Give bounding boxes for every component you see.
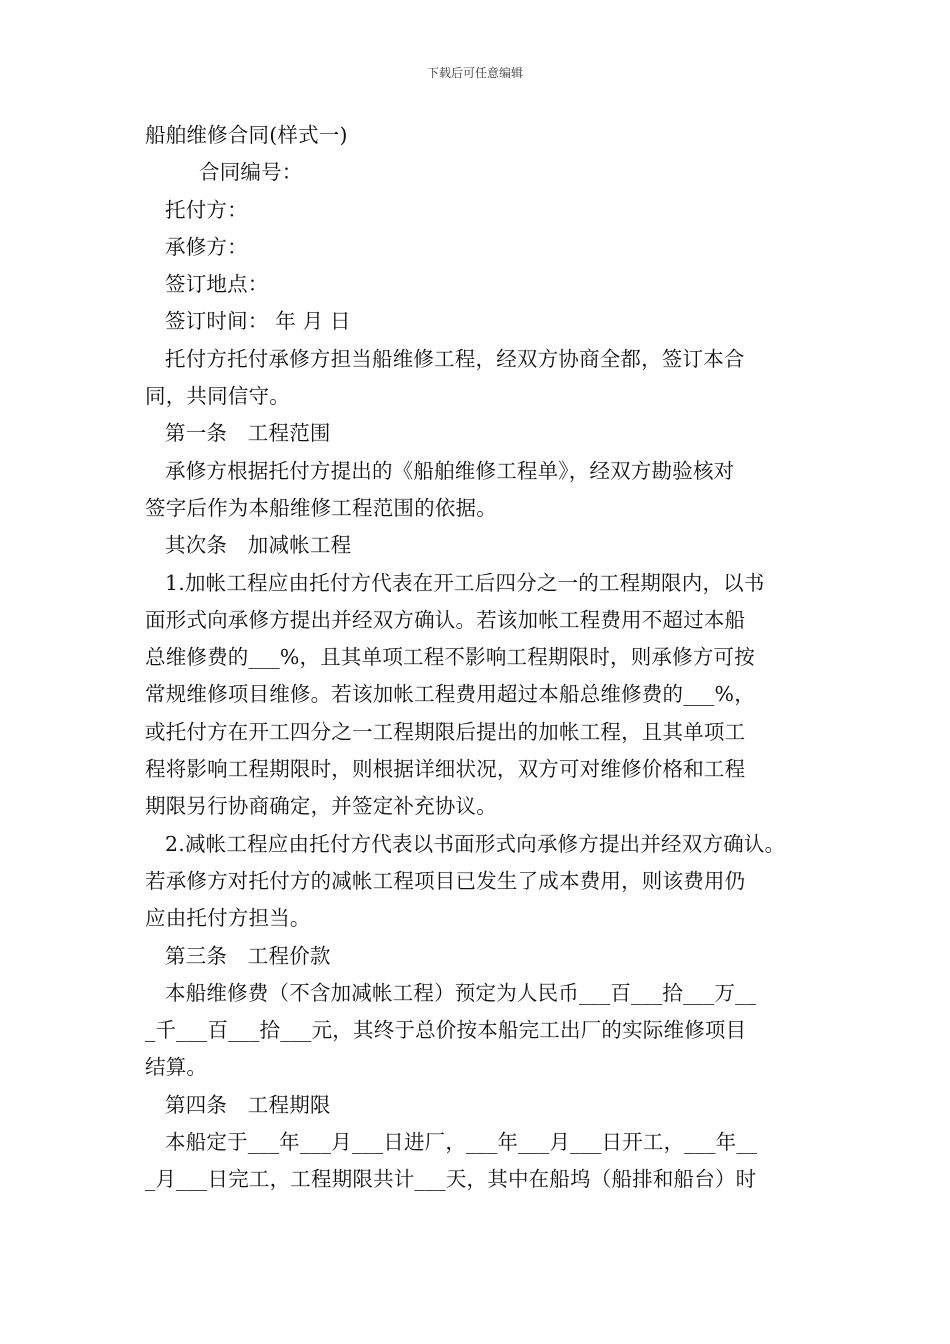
paragraph-line: 若承修方对托付方的减帐工程项目已发生了成本费用，则该费用仍 [145, 868, 746, 893]
paragraph-line: 2.减帐工程应由托付方代表以书面形式向承修方提出并经双方确认。 [165, 831, 786, 856]
client-label: 托付方： [165, 197, 248, 222]
signing-date-label: 签订时间： 年 月 日 [165, 309, 351, 334]
paragraph-line: 结算。 [145, 1055, 208, 1080]
paragraph-line: 应由托付方担当。 [145, 906, 311, 931]
paragraph-line: 签字后作为本船维修工程范围的依据。 [145, 495, 497, 520]
paragraph-line: 面形式向承修方提出并经双方确认。若该加帐工程费用不超过本船 [145, 607, 746, 632]
paragraph-line: 本船定于___年___月___日进厂，___年___月___日开工，___年__ [165, 1130, 758, 1155]
preamble-line: 托付方托付承修方担当船维修工程，经双方协商全都，签订本合 [165, 346, 745, 371]
paragraph-line: 本船维修费（不含加减帐工程）预定为人民币___百___拾___万__ [165, 980, 757, 1005]
paragraph-line: 总维修费的___%，且其单项工程不影响工程期限时，则承修方可按 [145, 645, 755, 670]
signing-place-label: 签订地点： [165, 272, 269, 297]
article-heading: 第一条 工程范围 [165, 421, 331, 446]
paragraph-line: 承修方根据托付方提出的《船舶维修工程单》，经双方勘验核对 [165, 458, 735, 483]
contract-body [145, 117, 825, 1199]
contract-title: 船舶维修合同(样式一) [145, 123, 348, 147]
paragraph-line: _千___百___拾___元，其终于总价按本船完工出厂的实际维修项目 [145, 1018, 747, 1043]
preamble-line: 同，共同信守。 [145, 384, 290, 409]
paragraph-line: 或托付方在开工四分之一工程期限后提出的加帐工程，且其单项工 [145, 719, 746, 744]
paragraph-line: 期限另行协商确定，并签定补充协议。 [145, 794, 497, 819]
article-heading: 第四条 工程期限 [165, 1092, 331, 1117]
paragraph-line: 1.加帐工程应由托付方代表在开工后四分之一的工程期限内，以书 [165, 570, 765, 595]
article-heading: 其次条 加减帐工程 [165, 533, 352, 558]
contractor-label: 承修方： [165, 234, 248, 259]
paragraph-line: _月___日完工，工程期限共计___天，其中在船坞（船排和船台）时 [145, 1167, 757, 1192]
paragraph-line: 常规维修项目维修。若该加帐工程费用超过本船总维修费的___%， [145, 682, 755, 707]
page-header: 下载后可任意编辑 [426, 66, 523, 80]
article-heading: 第三条 工程价款 [165, 943, 331, 968]
paragraph-line: 程将影响工程期限时，则根据详细状况，双方可对维修价格和工程 [145, 757, 746, 782]
contract-number-label: 合同编号： [199, 160, 303, 185]
